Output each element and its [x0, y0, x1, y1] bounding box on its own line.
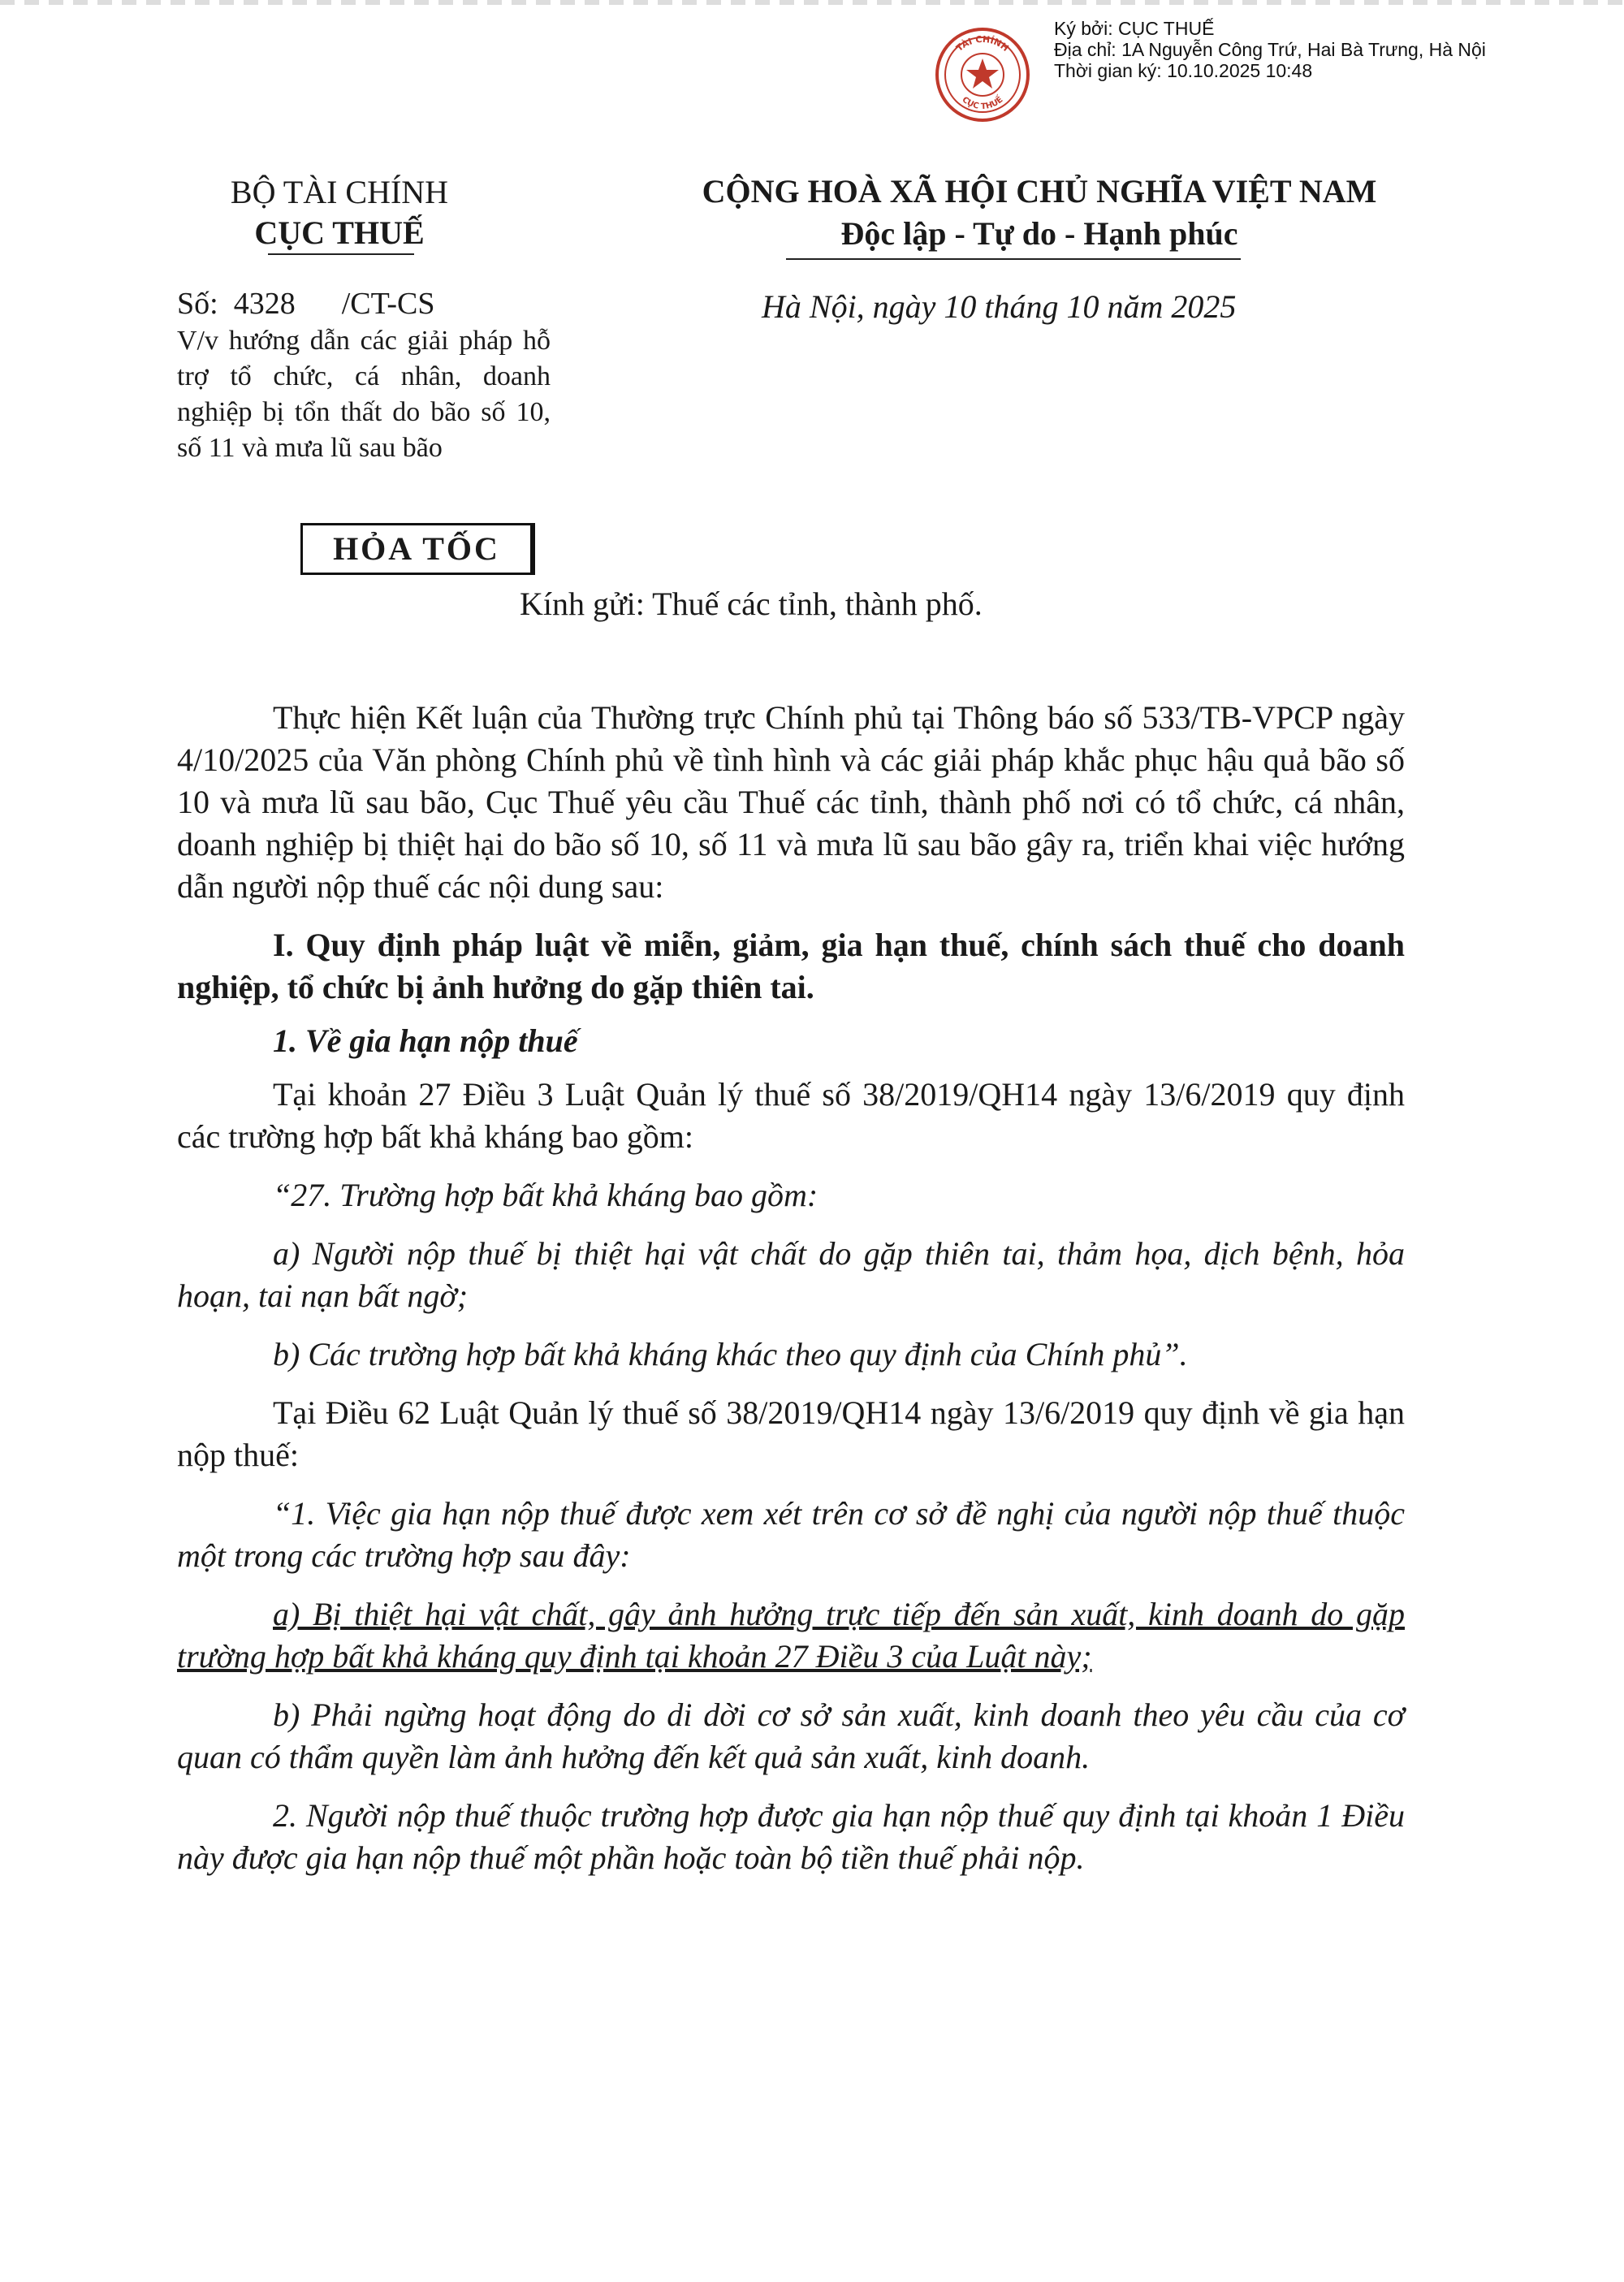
motto-underline — [786, 258, 1241, 260]
intro-paragraph: Thực hiện Kết luận của Thường trực Chính phủ tại Thông báo số 533/TB-VPCP ngày 4/10/2025 của Văn phòng Chính phủ về tình hình và các giải pháp khắc phục hậu quả bão số 10 và mưa lũ sau bão, Cục Thuế yêu cầu Thuế các tỉnh, thành phố nơi có tổ chức, cá nhân, doanh nghiệp bị thiệt hại do bão số 10, số 11 và mưa lũ sau bão gây ra, triển khai việc hướng dẫn người nộp thuế các nội dung sau: — [177, 699, 1405, 905]
quote-paragraph: “1. Việc gia hạn nộp thuế được xem xét trên cơ sở đề nghị của người nộp thuế thuộc một trong các trường hợp sau đây: — [177, 1495, 1405, 1574]
signed-time: Thời gian ký: 10.10.2025 10:48 — [1054, 60, 1313, 81]
official-seal-icon — [934, 26, 1031, 123]
urgent-stamp: HỎA TỐC — [300, 523, 535, 575]
svg-text:TÀI CHÍNH: TÀI CHÍNH — [954, 33, 1011, 54]
document-subject: V/v hướng dẫn các giải pháp hỗ trợ tổ chức, cá nhân, doanh nghiệp bị tổn thất do bão số 10, số 11 và mưa lũ sau bão — [177, 326, 551, 463]
document-date: Hà Nội, ngày 10 tháng 10 năm 2025 — [762, 288, 1237, 325]
quote-paragraph: 2. Người nộp thuế thuộc trường hợp được gia hạn nộp thuế quy định tại khoản 1 Điều này được gia hạn nộp thuế một phần hoặc toàn bộ tiền thuế phải nộp. — [177, 1797, 1405, 1876]
digital-signature-info — [1054, 18, 1486, 81]
section-heading: I. Quy định pháp luật về miễn, giảm, gia hạn thuế, chính sách thuế cho doanh nghiệp, tổ chức bị ảnh hưởng do gặp thiên tai. — [177, 927, 1405, 1005]
document-number: Số: 4328 /CT-CS — [177, 287, 435, 321]
subsection-heading: 1. Về gia hạn nộp thuế — [273, 1022, 578, 1059]
signed-by: Ký bởi: CỤC THUẾ — [1054, 18, 1215, 39]
national-header — [617, 171, 1462, 255]
ministry-name: BỘ TÀI CHÍNH — [230, 174, 449, 210]
country-name: CỘNG HOÀ XÃ HỘI CHỦ NGHĨA VIỆT NAM — [702, 173, 1377, 210]
agency-underline — [268, 253, 414, 255]
signer-address: Địa chỉ: 1A Nguyễn Công Trứ, Hai Bà Trưng, Hà Nội — [1054, 39, 1486, 60]
department-name: CỤC THUẾ — [254, 214, 425, 251]
quote-paragraph: b) Các trường hợp bất khả kháng khác theo quy định của Chính phủ”. — [273, 1336, 1188, 1372]
quote-paragraph: b) Phải ngừng hoạt động do di dời cơ sở sản xuất, kinh doanh theo yêu cầu của cơ quan có thẩm quyền làm ảnh hưởng đến kết quả sản xuất, kinh doanh. — [177, 1696, 1405, 1775]
svg-text:CỤC THUẾ: CỤC THUẾ — [960, 95, 1005, 112]
national-motto: Độc lập - Tự do - Hạnh phúc — [840, 215, 1238, 252]
scan-edge-artifact — [0, 0, 1624, 5]
quote-paragraph: “27. Trường hợp bất khả kháng bao gồm: — [273, 1177, 818, 1213]
underlined-quote-paragraph: a) Bị thiệt hại vật chất, gây ảnh hưởng trực tiếp đến sản xuất, kinh doanh do gặp trường hợp bất khả kháng quy định tại khoản 27 Điều 3 của Luật này; — [177, 1596, 1405, 1675]
paragraph: Tại Điều 62 Luật Quản lý thuế số 38/2019/QH14 ngày 13/6/2019 quy định về gia hạn nộp thuế: — [177, 1394, 1405, 1473]
recipient-line: Kính gửi: Thuế các tỉnh, thành phố. — [520, 586, 983, 622]
document-body — [177, 697, 1405, 1895]
quote-paragraph: a) Người nộp thuế bị thiệt hại vật chất do gặp thiên tai, thảm họa, dịch bệnh, hỏa hoạn, tai nạn bất ngờ; — [177, 1235, 1405, 1314]
paragraph: Tại khoản 27 Điều 3 Luật Quản lý thuế số 38/2019/QH14 ngày 13/6/2019 quy định các trường hợp bất khả kháng bao gồm: — [177, 1076, 1405, 1155]
issuing-agency — [177, 172, 502, 253]
